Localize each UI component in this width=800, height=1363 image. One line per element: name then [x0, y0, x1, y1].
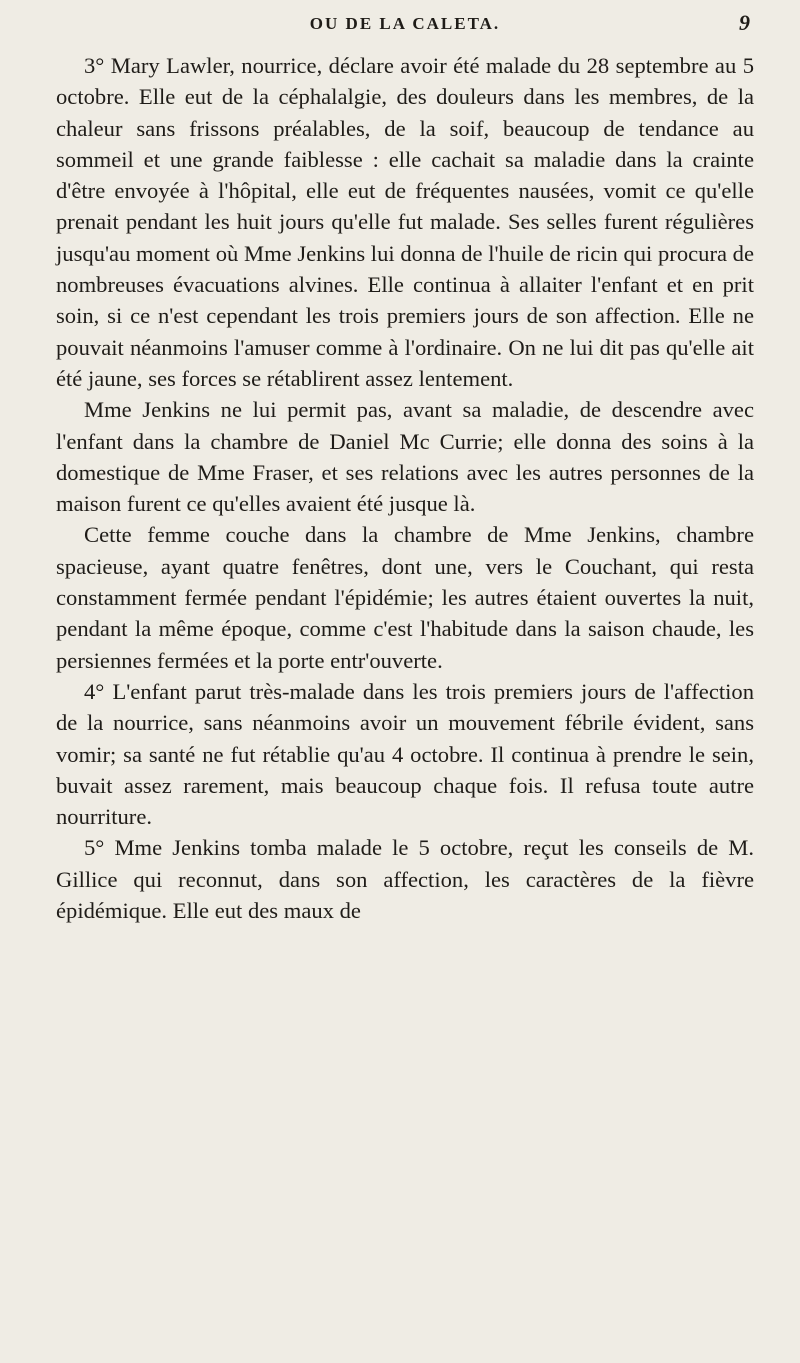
running-title: OU DE LA CALETA.	[309, 14, 501, 33]
paragraph-jenkins-illness: 5° Mme Jenkins tomba malade le 5 octobre, reçut les conseils de M. Gillice qui reconnut, dans son affection, les caractères de la fièvre épidémique. Elle eut des maux de	[56, 835, 754, 924]
running-header	[56, 10, 754, 46]
book-page	[56, 0, 754, 1363]
body-text	[56, 50, 754, 926]
paragraph-mary-lawler: 3° Mary Lawler, nourrice, déclare avoir été malade du 28 septembre au 5 octobre. Elle eut de la céphalalgie, des douleurs dans les membres, de la chaleur sans frissons préalables, de la soif, beaucoup de tendance au sommeil et une grande faiblesse : elle cachait sa maladie dans la crainte d'être envoyée à l'hôpital, elle eut de fréquentes nausées, vomit ce qu'elle prenait pendant les huit jours qu'elle fut malade. Ses selles furent régulières jusqu'au moment où Mme Jenkins lui donna de l'huile de ricin qui procura de nombreuses évacuations alvines. Elle continua à allaiter l'enfant et en prit soin, si ce n'est cependant les trois premiers jours de son affection. Elle ne pouvait néanmoins l'amuser comme à l'ordinaire. On ne lui dit pas qu'elle ait été jaune, ses forces se rétablirent assez lentement.	[56, 53, 754, 391]
paragraph-bedroom: Cette femme couche dans la chambre de Mme Jenkins, chambre spacieuse, ayant quatre fenêtres, dont une, vers le Couchant, qui resta constamment fermée pendant l'épidémie; les autres étaient ouvertes la nuit, pendant la même époque, comme c'est l'habitude dans la saison chaude, les persiennes fermées et la porte entr'ouverte.	[56, 522, 754, 673]
paragraph-jenkins-permission: Mme Jenkins ne lui permit pas, avant sa maladie, de descendre avec l'enfant dans la chambre de Daniel Mc Currie; elle donna des soins à la domestique de Mme Fraser, et ses relations avec les autres personnes de la maison furent ce qu'elles avaient été jusque là.	[56, 397, 754, 517]
page-number: 9	[739, 10, 750, 35]
paragraph-child: 4° L'enfant parut très-malade dans les trois premiers jours de l'affection de la nourrice, sans néanmoins avoir un mouvement fébrile évident, sans vomir; sa santé ne fut rétablie qu'au 4 octobre. Il continua à prendre le sein, buvait assez rarement, mais beaucoup chaque fois. Il refusa toute autre nourriture.	[56, 678, 754, 830]
